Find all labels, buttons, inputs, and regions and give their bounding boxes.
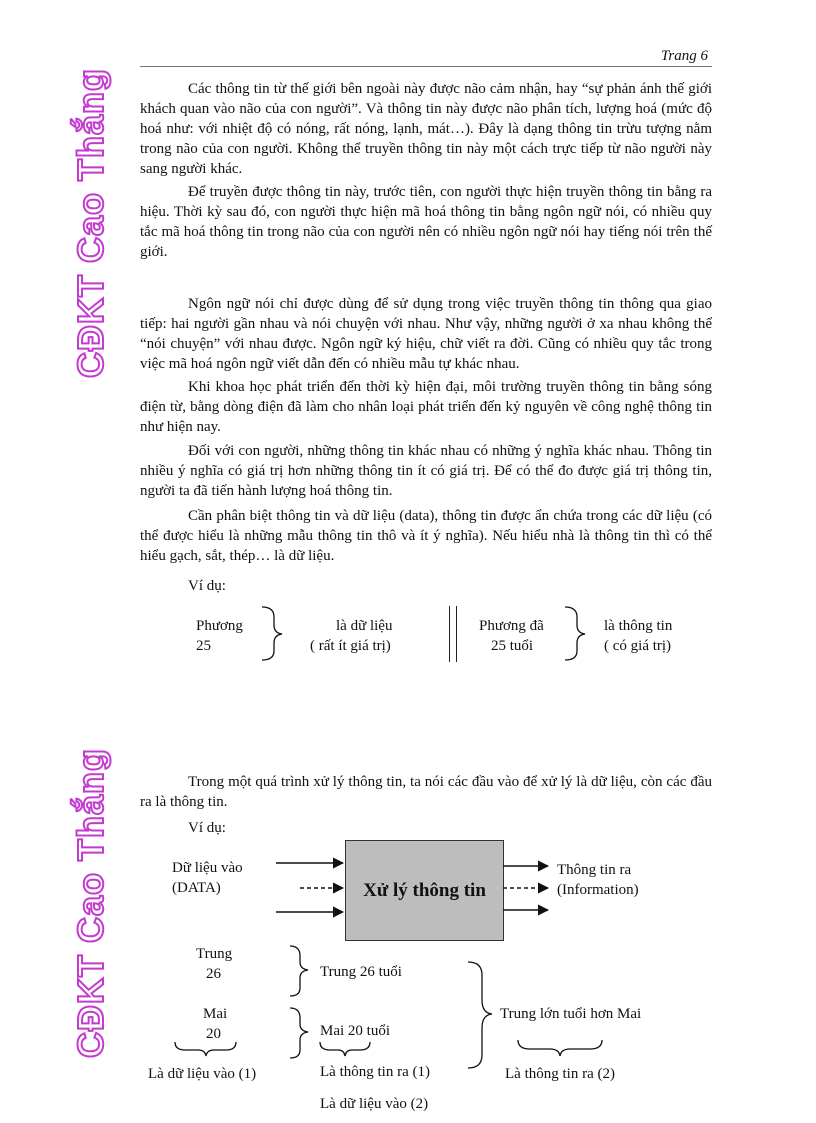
input-sub-label: (DATA) xyxy=(172,880,221,896)
example-label-2: Ví dụ: xyxy=(188,820,226,836)
mai-number: 20 xyxy=(206,1026,221,1042)
label-input-2: Là dữ liệu vào (2) xyxy=(320,1096,429,1112)
example1-left-brace xyxy=(262,607,282,660)
paragraph-3: Ngôn ngữ nói chỉ được dùng để sử dụng trong việc truyền thông tin thông qua giao tiếp: hai người gần nhau và nói chuyện với nhau. Như vậy, những người ở xa nhau không thể “nói chuyện” với nhau được. Ngôn ngữ ký hiệu, chữ viết ra đời. Cũng có nhiều quy tắc trong việc mã hoá ngôn ngữ viết dẫn đến có nhiều mẫu tự khác nhau. xyxy=(140,296,712,372)
watermark-top: CĐKT Cao Thắng xyxy=(70,68,111,378)
paragraph-1: Các thông tin từ thế giới bên ngoài này được não cảm nhận, hay “sự phản ánh thế giới khách quan vào não của con người”. Và thông tin này được não phân tích, lượng hoá (mức độ hoá như: với nhiệt độ có nóng, rất nóng, lạnh, mát…). Đây là dạng thông tin trừu tượng nằm trong não của con người. Không thể truyền thông tin này một cách trực tiếp từ não người này sang người khác. xyxy=(140,81,712,177)
example1-right-name: Phương đã xyxy=(479,618,544,634)
conclusion-under-brace xyxy=(518,1040,602,1056)
mai-brace xyxy=(290,1008,308,1058)
paragraph-6: Cần phân biệt thông tin và dữ liệu (data), thông tin được ẩn chứa trong các dữ liệu (có thể được hiểu là những mẫu thông tin thô và ít ý nghĩa). Nếu hiểu nhà là thông tin thì có thể hiểu gạch, sắt, thép… là dữ liệu. xyxy=(140,508,712,564)
label-output-1: Là thông tin ra (1) xyxy=(320,1064,430,1080)
trung-number: 26 xyxy=(206,966,221,982)
example1-right-age: 25 tuổi xyxy=(491,638,534,654)
paragraph-5: Đối với con người, những thông tin khác nhau có những ý nghĩa khác nhau. Thông tin nhiều ý nghĩa có giá trị hơn những thông tin ít có giá trị. Để có thể đo được giá trị thông tin, người ta đã tiến hành lượng hoá thông tin. xyxy=(140,443,712,499)
example-label-1: Ví dụ: xyxy=(188,578,226,594)
example1-left-num: 25 xyxy=(196,638,211,654)
trung-name: Trung xyxy=(196,946,233,962)
output-label: Thông tin ra xyxy=(557,862,632,878)
example1-right-value: ( có giá trị) xyxy=(604,638,672,654)
input-under-brace xyxy=(175,1042,236,1056)
mai-name: Mai xyxy=(203,1006,228,1022)
input-label: Dữ liệu vào xyxy=(172,860,243,876)
processing-box-label: Xử lý thông tin xyxy=(363,879,486,901)
example1-left-value: ( rất ít giá trị) xyxy=(310,638,391,654)
label-output-2: Là thông tin ra (2) xyxy=(505,1066,615,1082)
conclusion-brace xyxy=(468,962,492,1068)
example1-right-brace xyxy=(565,607,585,660)
conclusion-text: Trung lớn tuổi hơn Mai xyxy=(500,1006,642,1022)
output-sub-label: (Information) xyxy=(557,882,639,898)
example1-right-desc: là thông tin xyxy=(604,618,673,634)
example1-left-name: Phương xyxy=(196,618,243,634)
paragraph-4: Khi khoa học phát triển đến thời kỳ hiện đại, môi trường truyền thông tin bằng sóng điện từ, bằng dòng điện đã làm cho nhân loại phát triển đến kỷ nguyên về công nghệ thông tin như hiện nay. xyxy=(140,379,712,435)
trung-brace xyxy=(290,946,308,996)
example1-left-desc: là dữ liệu xyxy=(336,618,393,634)
page-number: Trang 6 xyxy=(660,48,708,64)
watermark-bottom: CĐKT Cao Thắng xyxy=(70,748,111,1058)
label-input-1: Là dữ liệu vào (1) xyxy=(148,1066,257,1082)
paragraph-7: Trong một quá trình xử lý thông tin, ta nói các đầu vào để xử lý là dữ liệu, còn các đầu ra là thông tin. xyxy=(140,774,712,810)
trung-info: Trung 26 tuổi xyxy=(320,964,402,980)
mai-info-under-brace xyxy=(320,1042,370,1056)
mai-info: Mai 20 tuổi xyxy=(320,1023,390,1039)
paragraph-2: Để truyền được thông tin này, trước tiên, con người thực hiện truyền thông tin bằng ra hiệu. Thời kỳ sau đó, con người thực hiện mã hoá thông tin bằng ngôn ngữ nói, có nhiều quy tắc mã hoá thông tin trong não của con người nên có nhiều ngôn ngữ nói hay tiếng nói trên thế giới. xyxy=(140,184,712,260)
